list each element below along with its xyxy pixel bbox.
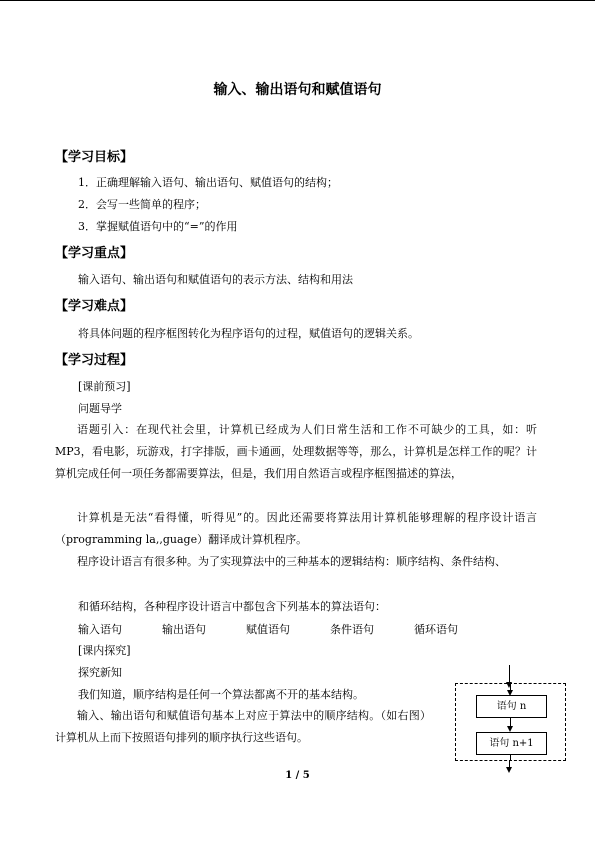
- statement-input: 输入语句: [78, 623, 122, 636]
- guide-label: 问题导学: [78, 402, 122, 415]
- intro-paragraph: 语题引入：在现代社会里，计算机已经成为人们日常生活和工作不可缺少的工具，如：听 MP3，看电影，玩游戏，打字排版，画卡通画，处理数据等等，那么，计算机是怎样工作的呢？计算机完成任何一项任务都需要算法，但是，我们用自然语言或程序框图描述的算法，: [55, 423, 537, 480]
- para-sequence-structure: 我们知道，顺序结构是任何一个算法都离不开的基本结构。: [78, 688, 364, 701]
- sequence-flowchart: [455, 683, 566, 761]
- key-points-text: 输入语句、输出语句和赋值语句的表示方法、结构和用法: [78, 273, 353, 286]
- inclass-tag: [课内探究]: [78, 644, 131, 657]
- statement-list: [78, 621, 498, 637]
- difficulties-heading: 【学习难点】: [55, 299, 134, 314]
- goal-item-3: 3．掌握赋值语句中的“=”的作用: [78, 220, 238, 233]
- document-title: 输入、输出语句和赋值语句: [213, 82, 382, 98]
- statement-condition: 条件语句: [330, 623, 374, 636]
- flow-line-top: [509, 665, 510, 683]
- explore-label: 探究新知: [78, 666, 122, 679]
- goals-heading: 【学习目标】: [55, 150, 134, 165]
- statement-assign: 赋值语句: [246, 623, 290, 636]
- para-computer-understand: 计算机是无法“看得懂，听得见”的。因此还需要将算法用计算机能够理解的程序设计语言（programming la,,guage）翻译成计算机程序。: [55, 511, 537, 546]
- para-sequence-statements: 输入、输出语句和赋值语句基本上对应于算法中的顺序结构。（如右图）计算机从上而下按照语句排列的顺序执行这些语句。: [55, 709, 431, 744]
- goal-item-1: 1．正确理解输入语句、输出语句、赋值语句的结构；: [78, 176, 338, 189]
- page-number: 1 / 5: [285, 770, 310, 781]
- preview-tag: [课前预习]: [78, 380, 131, 393]
- flow-box-statement-n-plus-1: 语句 n+1: [476, 732, 547, 755]
- flow-box-statement-n: 语句 n: [476, 695, 547, 718]
- goal-item-2: 2．会写一些简单的程序；: [78, 198, 206, 211]
- para-programming-languages: 程序设计语言有很多种。为了实现算法中的三种基本的逻辑结构：顺序结构、条件结构、: [77, 555, 506, 568]
- para-loop-structure: 和循环结构，各种程序设计语言中都包含下列基本的算法语句：: [78, 600, 386, 613]
- page-top-rule: [0, 0, 595, 1]
- statement-output: 输出语句: [162, 623, 206, 636]
- flow-line-out: [510, 755, 511, 760]
- statement-loop: 循环语句: [414, 623, 458, 636]
- difficulties-text: 将具体问题的程序框图转化为程序语句的过程，赋值语句的逻辑关系。: [78, 327, 419, 340]
- key-points-heading: 【学习重点】: [55, 246, 134, 261]
- process-heading: 【学习过程】: [55, 353, 134, 368]
